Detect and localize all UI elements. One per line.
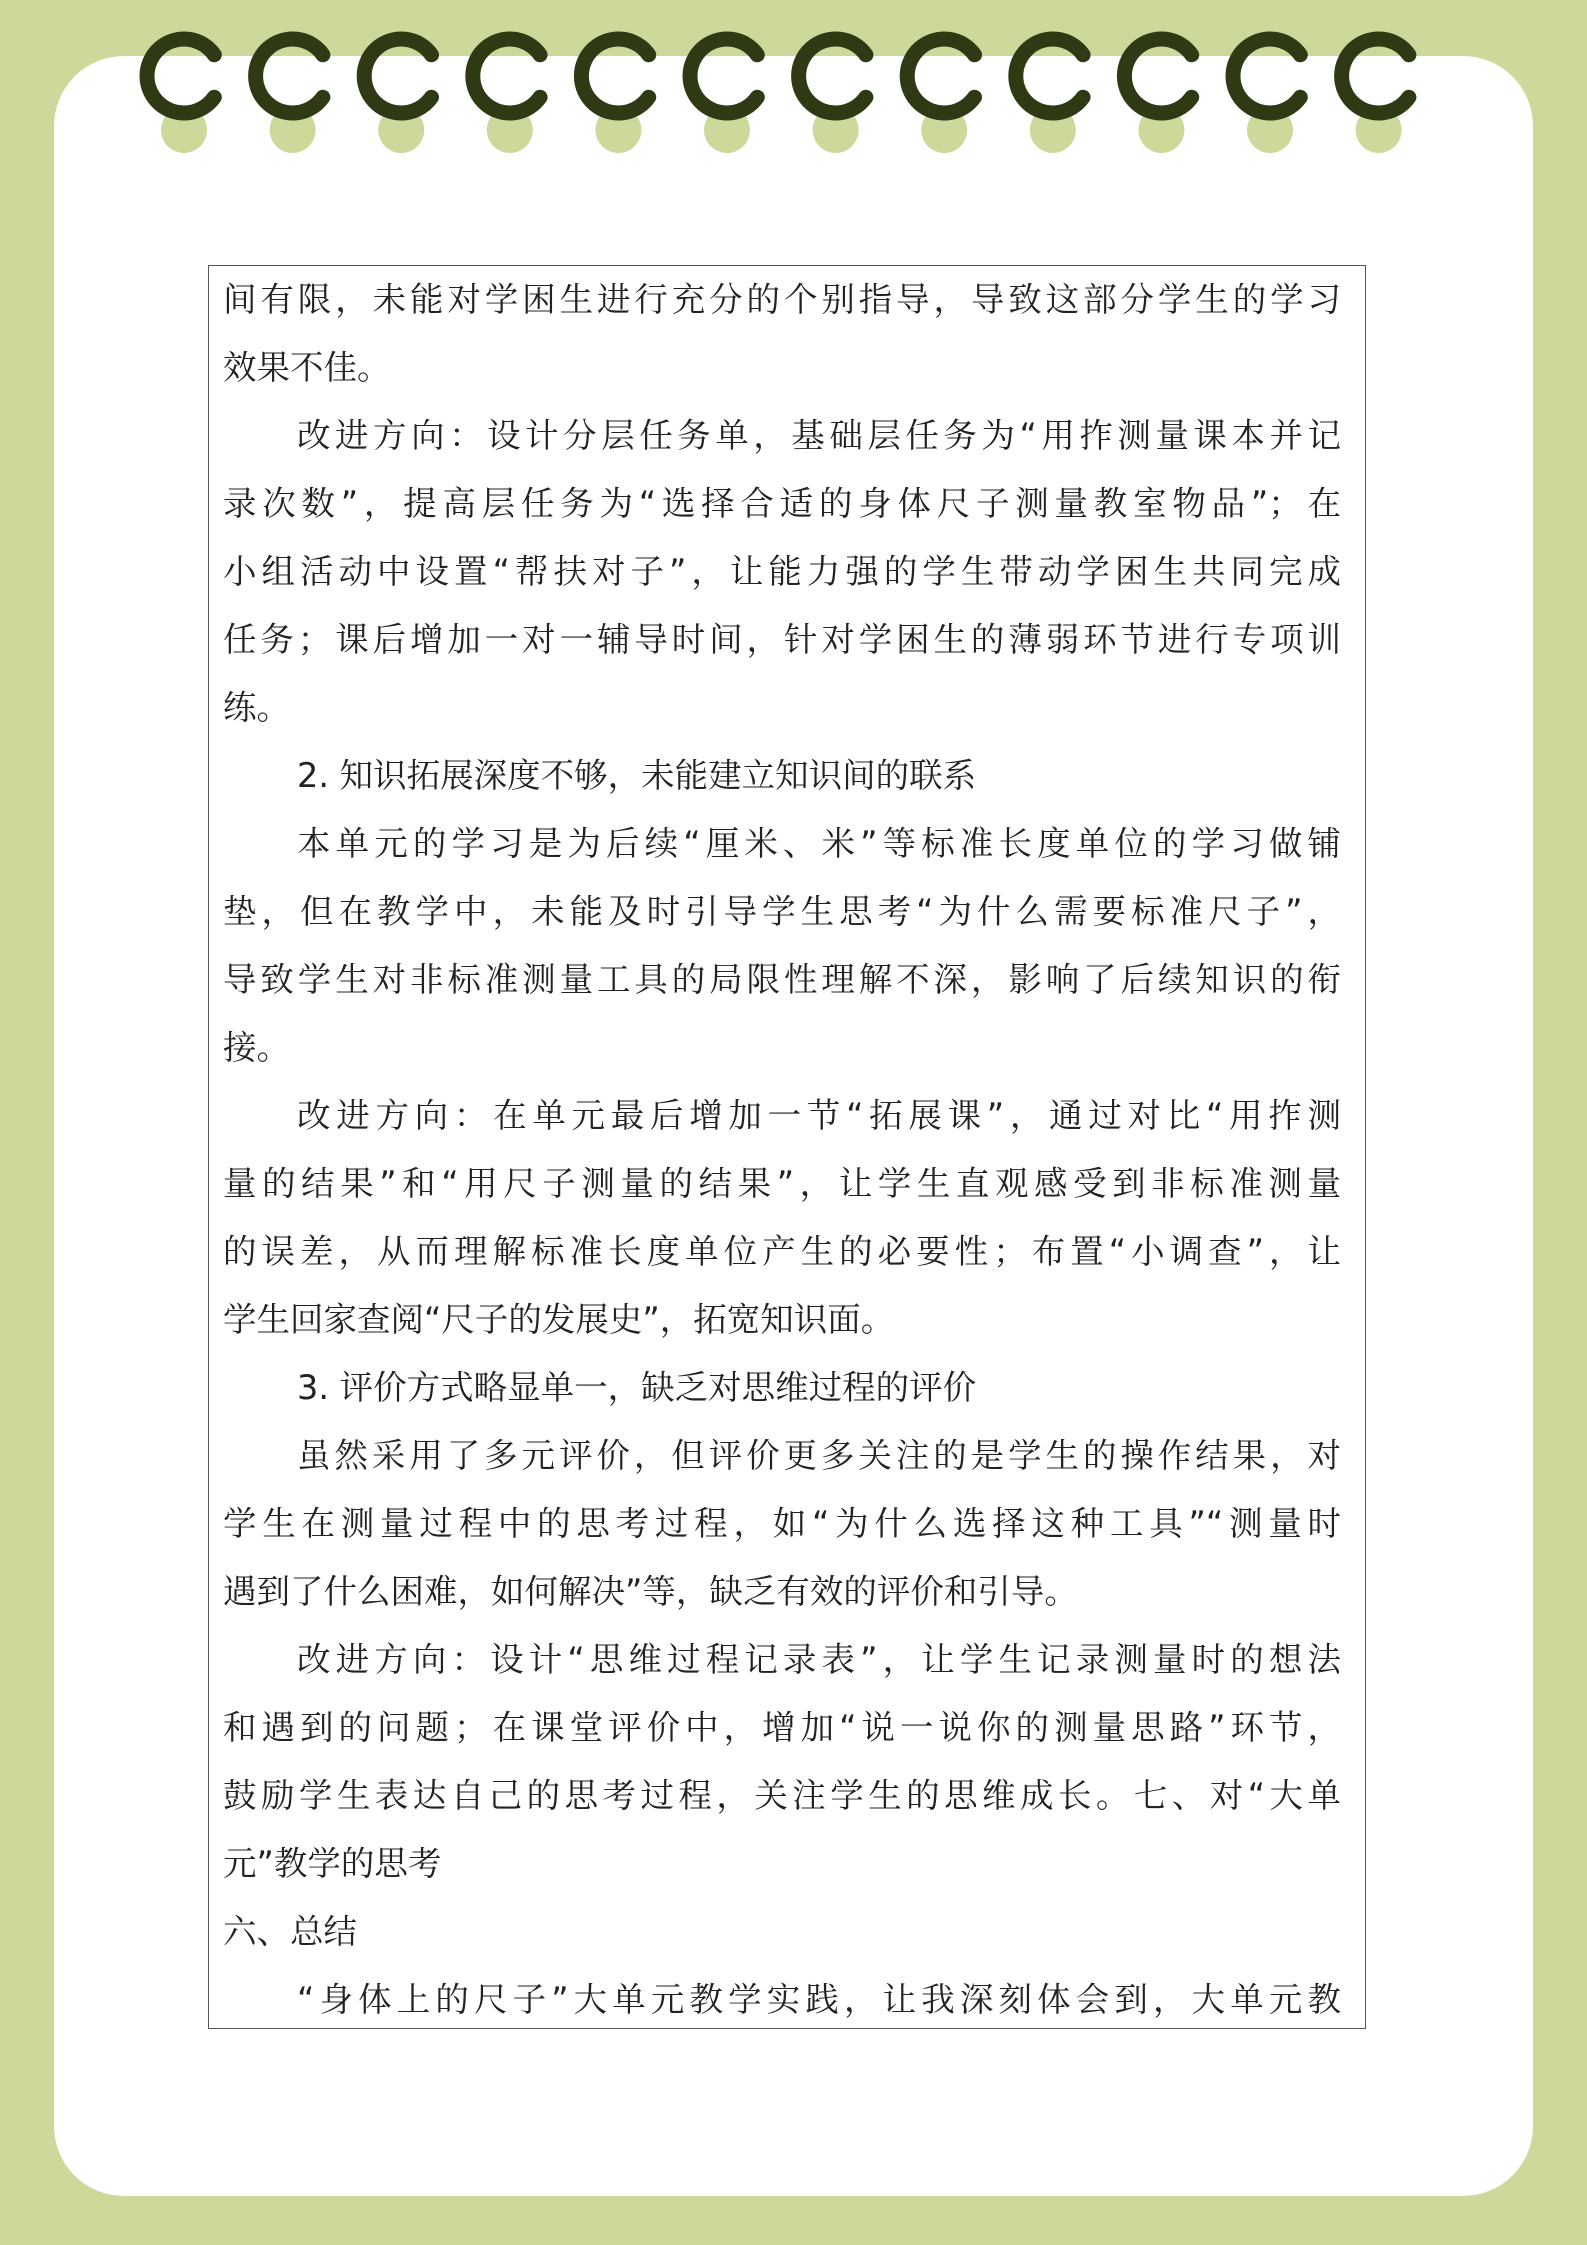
text-line-15: 的误差，从而理解标准长度单位产生的必要性；布置“小调查”，让 [223, 1232, 1341, 1271]
text-line-6: 任务；课后增加一对一辅导时间，针对学困生的薄弱环节进行专项训 [223, 620, 1341, 659]
binding-ring [256, 39, 323, 113]
text-line-23: 鼓励学生表达自己的思考过程，关注学生的思维成长。七、对“大单 [223, 1776, 1341, 1815]
binding-ring [907, 39, 974, 113]
text-line-13: 改进方向：在单元最后增加一节“拓展课”，通过对比“用拃测 [297, 1096, 1341, 1135]
binding-ring [1233, 39, 1300, 113]
text-line-5: 小组活动中设置“帮扶对子”，让能力强的学生带动学困生共同完成 [223, 552, 1341, 591]
text-line-24: 元”教学的思考 [223, 1844, 442, 1883]
text-line-10: 垫，但在教学中，未能及时引导学生思考“为什么需要标准尺子”， [223, 892, 1341, 931]
text-line-7: 练。 [223, 688, 290, 727]
text-line-14: 量的结果”和“用尺子测量的结果”，让学生直观感受到非标准测量 [223, 1164, 1341, 1203]
text-line-2: 效果不佳。 [223, 348, 391, 387]
binding-ring [690, 39, 757, 113]
text-line-9: 本单元的学习是为后续“厘米、米”等标准长度单位的学习做铺 [297, 824, 1341, 863]
text-line-16: 学生回家查阅“尺子的发展史”，拓宽知识面。 [223, 1300, 895, 1339]
text-line-18: 虽然采用了多元评价，但评价更多关注的是学生的操作结果，对 [297, 1436, 1341, 1475]
spiral-binding [0, 0, 1587, 170]
binding-ring [581, 39, 648, 113]
text-line-3: 改进方向：设计分层任务单，基础层任务为“用拃测量课本并记 [297, 416, 1341, 455]
text-line-1: 间有限，未能对学困生进行充分的个别指导，导致这部分学生的学习 [223, 280, 1341, 319]
binding-ring [1016, 39, 1083, 113]
text-line-26: “身体上的尺子”大单元教学实践，让我深刻体会到，大单元教 [297, 1980, 1341, 2019]
binding-ring [799, 39, 866, 113]
text-line-20: 遇到了什么困难，如何解决”等，缺乏有效的评价和引导。 [223, 1572, 1078, 1611]
binding-ring [147, 39, 214, 113]
text-line-22: 和遇到的问题；在课堂评价中，增加“说一说你的测量思路”环节， [223, 1708, 1341, 1747]
binding-ring [364, 39, 431, 113]
text-line-4: 录次数”，提高层任务为“选择合适的身体尺子测量教室物品”；在 [223, 484, 1341, 523]
binding-ring [473, 39, 540, 113]
text-frame [208, 265, 1366, 2029]
text-line-21: 改进方向：设计“思维过程记录表”，让学生记录测量时的想法 [297, 1640, 1341, 1679]
section-heading-2: 2. 知识拓展深度不够，未能建立知识间的联系 [297, 756, 977, 795]
section-heading-summary: 六、总结 [223, 1912, 357, 1951]
text-line-11: 导致学生对非标准测量工具的局限性理解不深，影响了后续知识的衔 [223, 960, 1341, 999]
binding-ring [1342, 39, 1409, 113]
text-line-12: 接。 [223, 1028, 290, 1067]
section-heading-3: 3. 评价方式略显单一，缺乏对思维过程的评价 [297, 1368, 977, 1407]
text-line-19: 学生在测量过程中的思考过程，如“为什么选择这种工具”“测量时 [223, 1504, 1341, 1543]
binding-ring [1124, 39, 1191, 113]
